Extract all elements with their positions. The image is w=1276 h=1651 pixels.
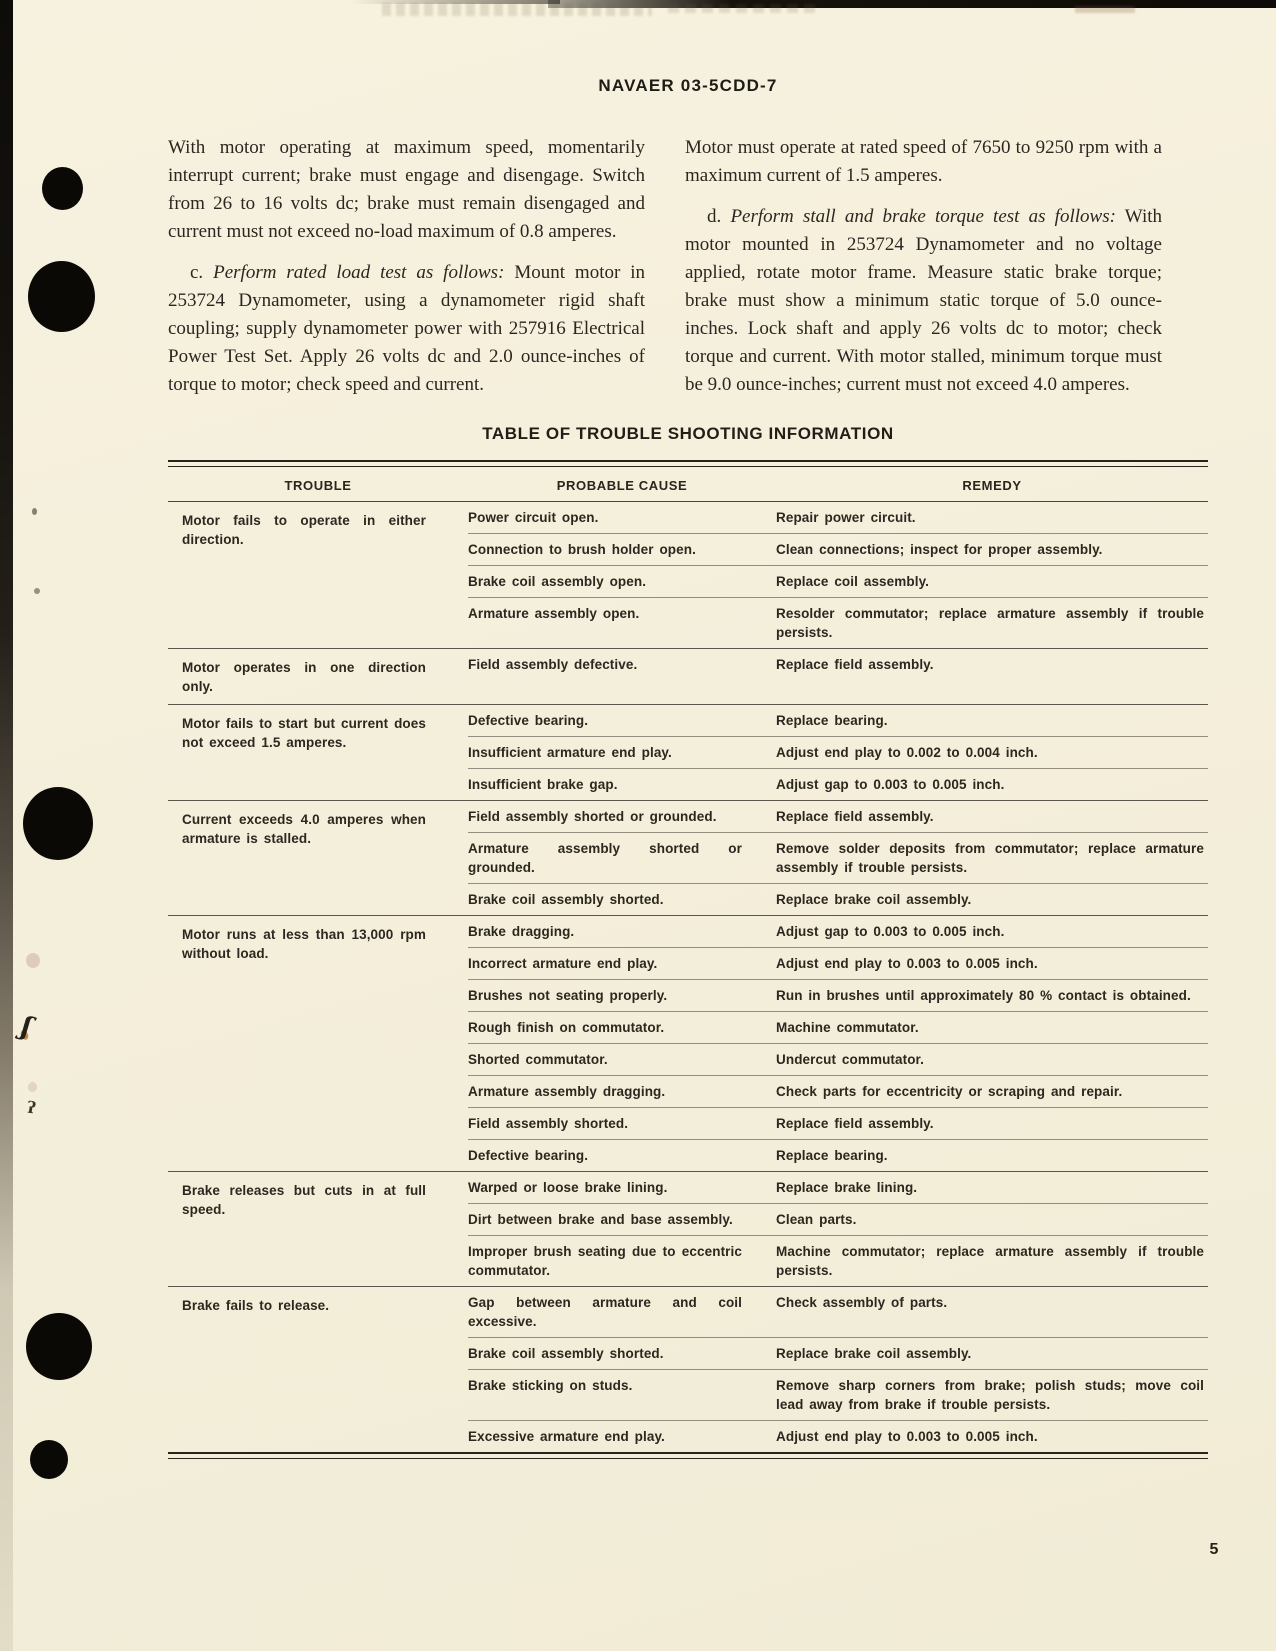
table-group <box>168 1171 1208 1286</box>
remedy-cell: Adjust end play to 0.002 to 0.004 inch. <box>776 745 1038 760</box>
probable-cause-cell: Gap between armature and coil excessive. <box>468 1295 742 1329</box>
trouble-cell: Motor fails to start but current does not exceed 1.5 amperes. <box>182 716 426 750</box>
print-bleed-artifact <box>668 4 818 13</box>
table-row <box>468 1337 1208 1369</box>
table-row <box>468 736 1208 768</box>
table-group <box>168 915 1208 1171</box>
paper-speck <box>34 588 40 594</box>
probable-cause-cell: Field assembly defective. <box>468 657 638 672</box>
table-row <box>468 916 1208 947</box>
table-row <box>468 502 1208 533</box>
table-row <box>468 1107 1208 1139</box>
step-label: d. <box>707 206 722 227</box>
right-column <box>685 134 1162 412</box>
remedy-cell: Clean connections; inspect for proper assembly. <box>776 542 1103 557</box>
column-header-trouble: TROUBLE <box>284 478 352 493</box>
print-bleed-artifact <box>382 3 652 16</box>
probable-cause-cell: Field assembly shorted or grounded. <box>468 809 717 824</box>
trouble-cell: Motor runs at less than 13,000 rpm without load. <box>182 927 426 961</box>
table-row <box>468 1287 1208 1337</box>
ink-smudge: ʔ <box>25 1097 38 1118</box>
remedy-cell: Machine commutator; replace armature assembly if trouble persists. <box>776 1244 1204 1278</box>
probable-cause-cell: Brake dragging. <box>468 924 575 939</box>
paragraph-step-c <box>168 259 645 399</box>
table-title: TABLE OF TROUBLE SHOOTING INFORMATION <box>482 424 894 443</box>
table-subrows <box>468 916 1208 1171</box>
table-row <box>468 1139 1208 1171</box>
probable-cause-cell: Armature assembly shorted or grounded. <box>468 841 742 875</box>
remedy-cell: Adjust end play to 0.003 to 0.005 inch. <box>776 956 1038 971</box>
remedy-cell: Replace field assembly. <box>776 657 934 672</box>
remedy-cell: Adjust gap to 0.003 to 0.005 inch. <box>776 777 1005 792</box>
remedy-cell: Replace bearing. <box>776 1148 888 1163</box>
probable-cause-cell: Brake sticking on studs. <box>468 1378 633 1393</box>
table-row <box>468 649 1208 680</box>
binder-hole-mark <box>26 1313 92 1380</box>
scan-edge-shadow-top <box>548 0 1276 8</box>
probable-cause-cell: Armature assembly open. <box>468 606 640 621</box>
table-row <box>468 832 1208 883</box>
print-bleed-artifact <box>1075 6 1135 13</box>
left-column <box>168 134 645 412</box>
paper-speck <box>26 953 40 968</box>
table-group <box>168 1286 1208 1452</box>
body-text-columns <box>168 134 1162 412</box>
table-row <box>468 597 1208 648</box>
probable-cause-cell: Field assembly shorted. <box>468 1116 629 1131</box>
table-subrows <box>468 649 1208 704</box>
paper-speck <box>32 508 37 515</box>
remedy-cell: Undercut commutator. <box>776 1052 925 1067</box>
step-body: Mount motor in 253724 Dynamometer, using a dynamometer rigid shaft coupling; supply dynamometer power with 257916 Electrical Power Test Set. Apply 26 volts dc and 2.0 ounce-inches of torque to motor; check speed and current. <box>168 262 645 395</box>
table-row <box>468 1043 1208 1075</box>
remedy-cell: Remove solder deposits from commutator; replace armature assembly if trouble persists. <box>776 841 1204 875</box>
remedy-cell: Replace brake coil assembly. <box>776 892 972 907</box>
probable-cause-cell: Defective bearing. <box>468 713 589 728</box>
column-header-remedy: REMEDY <box>962 478 1022 493</box>
table-row <box>468 565 1208 597</box>
table-row <box>468 1203 1208 1235</box>
remedy-cell: Machine commutator. <box>776 1020 919 1035</box>
page-number: 5 <box>1209 1541 1219 1558</box>
probable-cause-cell: Power circuit open. <box>468 510 599 525</box>
probable-cause-cell: Insufficient brake gap. <box>468 777 618 792</box>
remedy-cell: Clean parts. <box>776 1212 857 1227</box>
table-group <box>168 800 1208 915</box>
paragraph-step-d <box>685 203 1162 399</box>
table-row <box>468 768 1208 800</box>
remedy-cell: Replace coil assembly. <box>776 574 930 589</box>
table-bottom-rule <box>168 1452 1208 1459</box>
probable-cause-cell: Brake coil assembly shorted. <box>468 892 664 907</box>
remedy-cell: Check parts for eccentricity or scraping and repair. <box>776 1084 1123 1099</box>
table-row <box>468 533 1208 565</box>
table-row <box>468 1369 1208 1420</box>
binder-hole-mark <box>42 167 83 210</box>
trouble-cell: Brake fails to release. <box>182 1298 330 1313</box>
probable-cause-cell: Defective bearing. <box>468 1148 589 1163</box>
binder-hole-mark <box>23 787 93 860</box>
probable-cause-cell: Dirt between brake and base assembly. <box>468 1212 733 1227</box>
paragraph-continuation: Motor must operate at rated speed of 7650 to 9250 rpm with a maximum current of 1.5 amperes. <box>685 137 1162 186</box>
remedy-cell: Repair power circuit. <box>776 510 916 525</box>
trouble-shooting-table <box>168 424 1208 1459</box>
remedy-cell: Replace brake coil assembly. <box>776 1346 972 1361</box>
table-row <box>468 1172 1208 1203</box>
step-body: With motor mounted in 253724 Dynamometer and no voltage applied, rotate motor frame. Measure static brake torque; brake must show a minimum static torque of 5.0 ounce-inches. Lock shaft and apply 26 volts dc to motor; check torque and current. With motor stalled, minimum torque must be 9.0 ounce-inches; current must not exceed 4.0 amperes. <box>685 206 1162 395</box>
column-header-probable-cause: PROBABLE CAUSE <box>556 478 688 493</box>
table-group <box>168 704 1208 800</box>
step-title-italic: Perform rated load test as follows: <box>213 262 505 283</box>
table-top-rule <box>168 460 1208 467</box>
probable-cause-cell: Warped or loose brake lining. <box>468 1180 668 1195</box>
probable-cause-cell: Insufficient armature end play. <box>468 745 672 760</box>
table-subrows <box>468 801 1208 915</box>
trouble-table-groups <box>168 502 1208 1452</box>
probable-cause-cell: Brushes not seating properly. <box>468 988 668 1003</box>
remedy-cell: Adjust gap to 0.003 to 0.005 inch. <box>776 924 1005 939</box>
ink-smudge: ʃ <box>18 1011 35 1043</box>
document-number-header: NAVAER 03-5CDD-7 <box>598 76 778 95</box>
remedy-cell: Remove sharp corners from brake; polish studs; move coil lead away from brake if trouble persists. <box>776 1378 1204 1412</box>
remedy-cell: Replace bearing. <box>776 713 888 728</box>
remedy-cell: Adjust end play to 0.003 to 0.005 inch. <box>776 1429 1038 1444</box>
step-label: c. <box>190 262 204 283</box>
probable-cause-cell: Connection to brush holder open. <box>468 542 696 557</box>
table-row <box>468 801 1208 832</box>
trouble-cell: Motor fails to operate in either direction. <box>182 513 426 547</box>
table-row <box>468 1420 1208 1452</box>
table-row <box>468 979 1208 1011</box>
trouble-cell: Brake releases but cuts in at full speed. <box>182 1183 426 1217</box>
remedy-cell: Check assembly of parts. <box>776 1295 948 1310</box>
trouble-cell: Motor operates in one direction only. <box>182 660 426 694</box>
probable-cause-cell: Incorrect armature end play. <box>468 956 658 971</box>
trouble-cell: Current exceeds 4.0 amperes when armature is stalled. <box>182 812 426 846</box>
probable-cause-cell: Brake coil assembly open. <box>468 574 647 589</box>
probable-cause-cell: Rough finish on commutator. <box>468 1020 665 1035</box>
table-row <box>468 947 1208 979</box>
step-title-italic: Perform stall and brake torque test as follows: <box>730 206 1116 227</box>
remedy-cell: Replace field assembly. <box>776 809 934 824</box>
table-column-headers <box>168 467 1208 501</box>
table-group <box>168 502 1208 648</box>
table-row <box>468 705 1208 736</box>
probable-cause-cell: Shorted commutator. <box>468 1052 608 1067</box>
table-subrows <box>468 502 1208 648</box>
remedy-cell: Replace field assembly. <box>776 1116 934 1131</box>
probable-cause-cell: Improper brush seating due to eccentric commutator. <box>468 1244 742 1278</box>
scan-edge-shadow-left <box>0 0 13 1651</box>
table-row <box>468 1075 1208 1107</box>
table-row <box>468 883 1208 915</box>
table-group <box>168 648 1208 704</box>
table-subrows <box>468 1287 1208 1452</box>
table-subrows <box>468 705 1208 800</box>
remedy-cell: Resolder commutator; replace armature assembly if trouble persists. <box>776 606 1204 640</box>
remedy-cell: Replace brake lining. <box>776 1180 918 1195</box>
table-row <box>468 1235 1208 1286</box>
table-row <box>468 1011 1208 1043</box>
paragraph-continuation: With motor operating at maximum speed, momentarily interrupt current; brake must engage and disengage. Switch from 26 to 16 volts dc; brake must remain disengaged and current must not exceed no-load maximum of 0.8 amperes. <box>168 137 645 242</box>
probable-cause-cell: Excessive armature end play. <box>468 1429 665 1444</box>
probable-cause-cell: Brake coil assembly shorted. <box>468 1346 664 1361</box>
table-subrows <box>468 1172 1208 1286</box>
paper-speck <box>28 1082 37 1092</box>
binder-hole-mark <box>28 261 95 332</box>
probable-cause-cell: Armature assembly dragging. <box>468 1084 666 1099</box>
remedy-cell: Run in brushes until approximately 80 % contact is obtained. <box>776 988 1191 1003</box>
binder-hole-mark <box>30 1440 68 1479</box>
